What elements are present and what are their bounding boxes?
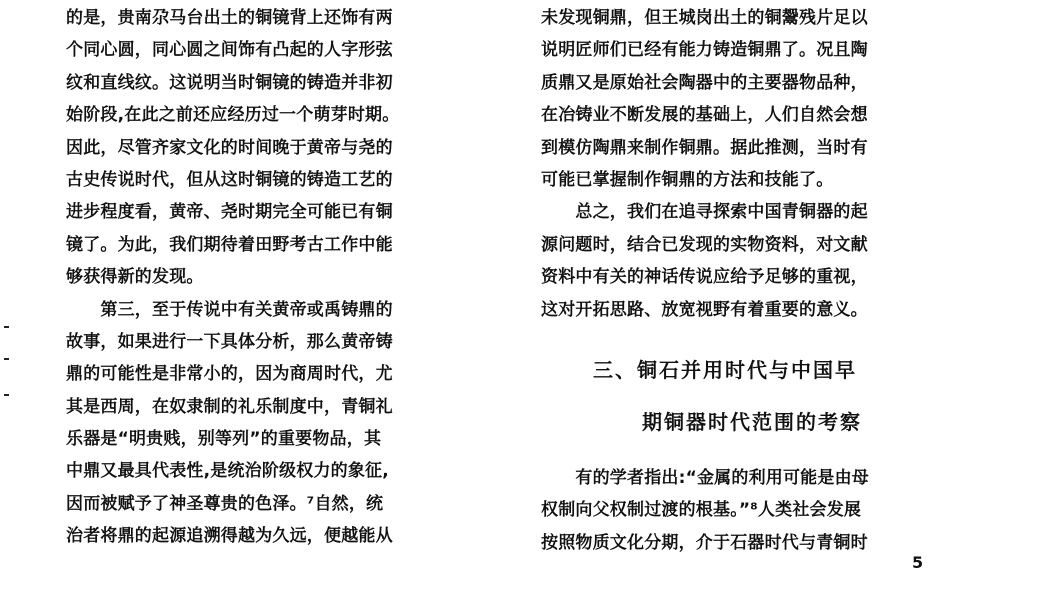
- text-line: 其是西周，在奴隶制的礼乐制度中，青铜礼: [66, 396, 393, 417]
- text-line: 总之，我们在追寻探索中国青铜器的起: [541, 202, 868, 223]
- margin-mark: [4, 394, 9, 396]
- section-heading-line-2: 期铜器时代范围的考察: [642, 409, 862, 434]
- text-line: 鼎的可能性是非常小的，因为商周时代，尤: [66, 364, 393, 385]
- left-text-column: [66, 0, 476, 553]
- text-line: 第三，至于传说中有关黄帝或禹铸鼎的: [66, 299, 393, 320]
- text-line: 说明匠师们已经有能力铸造铜鼎了。况且陶: [541, 40, 868, 61]
- text-line: 源问题时，结合已发现的实物资料，对文献: [541, 234, 868, 255]
- right-text-column: [541, 0, 951, 559]
- text-line: 乐器是“明贵贱，别等列”的重要物品，其: [66, 429, 382, 450]
- page-number: 5: [912, 553, 924, 572]
- section-heading: [541, 344, 951, 448]
- text-line: 按照物质文化分期，介于石器时代与青铜时: [541, 532, 868, 553]
- text-line: 因此，尽管齐家文化的时间晚于黄帝与尧的: [66, 137, 393, 158]
- text-line: 治者将鼎的起源追溯得越为久远，便越能从: [66, 526, 393, 547]
- section-heading-line-1: 三、铜石并用时代与中国早: [593, 357, 857, 382]
- text-line: 够获得新的发现。: [66, 267, 204, 288]
- text-line: 中鼎又最具代表性,是统治阶级权力的象征,: [66, 461, 389, 482]
- text-line: 权制向父权制过渡的根基。”⁸人类社会发展: [541, 500, 862, 521]
- text-line: 纹和直线纹。这说明当时铜镜的铸造并非初: [66, 72, 393, 93]
- text-line: 故事，如果进行一下具体分析，那么黄帝铸: [66, 331, 393, 352]
- text-line: 可能已掌握制作铜鼎的方法和技能了。: [541, 169, 834, 190]
- margin-mark: [4, 358, 9, 360]
- text-line: 个同心圆，同心圆之间饰有凸起的人字形弦: [66, 40, 393, 61]
- text-line: 在冶铸业不断发展的基础上，人们自然会想: [541, 105, 868, 126]
- margin-mark: [4, 326, 9, 328]
- text-line: 进步程度看，黄帝、尧时期完全可能已有铜: [66, 202, 393, 223]
- text-line: 这对开拓思路、放宽视野有着重要的意义。: [541, 299, 868, 320]
- text-line: 古史传说时代，但从这时铜镜的铸造工艺的: [66, 169, 393, 190]
- text-line: 因而被赋予了神圣尊贵的色泽。⁷自然，统: [66, 493, 384, 514]
- text-line: 有的学者指出:“金属的利用可能是由母: [541, 467, 869, 488]
- text-line: 质鼎又是原始社会陶器中的主要器物品种，: [541, 72, 868, 93]
- text-line: 镜了。为此，我们期待着田野考古工作中能: [66, 234, 393, 255]
- text-line: 的是，贵南尕马台出土的铜镜背上还饰有两: [66, 8, 393, 28]
- text-line: 未发现铜鼎，但王城岗出土的铜鬶残片足以: [541, 8, 868, 28]
- text-line: 到模仿陶鼎来制作铜鼎。据此推测，当时有: [541, 137, 868, 158]
- text-line: 资料中有关的神话传说应给予足够的重视，: [541, 267, 868, 288]
- text-line: 始阶段,在此之前还应经历过一个萌芽时期。: [66, 105, 400, 126]
